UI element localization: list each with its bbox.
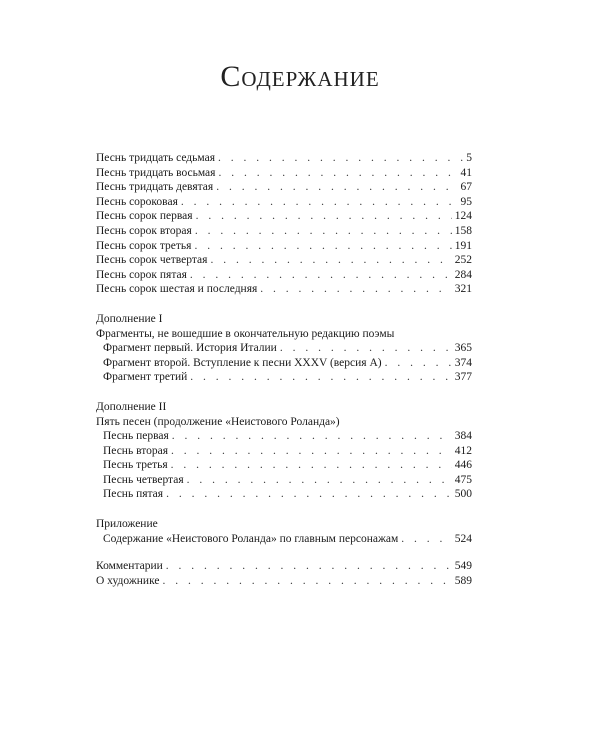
supplement-heading: Приложение (96, 518, 158, 531)
toc-entry-title: Комментарии (96, 560, 163, 573)
toc-entry (96, 239, 472, 254)
toc-entry-title: Песнь тридцать восьмая (96, 166, 216, 179)
toc-entry (96, 574, 472, 589)
dot-leader (187, 473, 452, 488)
toc-entry-title: Песнь сорок шестая и последняя (96, 283, 258, 296)
toc-entry (96, 253, 472, 268)
toc-entry-title: Содержание «Неистового Роланда» по главным персонажам (103, 532, 399, 545)
supplement-section (96, 517, 472, 546)
toc-entry-title: Песнь тридцать седьмая (96, 152, 215, 164)
dot-leader (166, 559, 452, 574)
toc-entry (96, 180, 472, 195)
toc-entry (96, 370, 472, 385)
toc-entry-page-number: 374 (454, 356, 472, 369)
toc-entry (96, 166, 472, 181)
toc-entry (96, 195, 472, 210)
dot-leader (280, 341, 452, 356)
dot-leader (195, 224, 452, 239)
dot-leader (218, 151, 463, 166)
toc-entry (96, 209, 472, 224)
toc-entry-page-number: 412 (454, 444, 472, 457)
dot-leader (218, 166, 457, 181)
dot-leader (166, 487, 452, 502)
toc-entry-page-number: 589 (454, 574, 472, 587)
toc-entry (96, 151, 472, 166)
appendix-2-section (96, 400, 472, 502)
toc-entry-title: Песнь сорок первая (96, 210, 193, 223)
toc-entry-title: Песнь сорок четвертая (96, 254, 208, 267)
toc-entry-title: Песнь пятая (103, 488, 164, 501)
toc-entry-page-number: 5 (466, 152, 472, 164)
main-entries-list (96, 151, 472, 297)
toc-entry-page-number: 475 (454, 473, 472, 486)
toc-entry (96, 341, 472, 356)
table-of-contents (96, 151, 472, 588)
dot-leader (401, 532, 451, 547)
toc-entry-title: Песнь сорок третья (96, 239, 192, 252)
toc-entry-page-number: 549 (454, 560, 472, 573)
toc-entry (96, 559, 472, 574)
dot-leader (181, 195, 458, 210)
toc-entry (96, 268, 472, 283)
dot-leader (260, 282, 451, 297)
toc-entry-title: Песнь сорок вторая (96, 224, 192, 237)
dot-leader (190, 268, 452, 283)
dot-leader (194, 239, 451, 254)
page-title: Содержание (220, 60, 380, 93)
toc-entry-page-number: 384 (454, 430, 472, 443)
toc-entry-title: О художнике (96, 574, 160, 587)
toc-entry-page-number: 284 (454, 268, 472, 281)
toc-entry (96, 356, 472, 371)
toc-entry (96, 532, 472, 547)
toc-entry (96, 224, 472, 239)
toc-entry-page-number: 500 (454, 488, 472, 501)
toc-entry (96, 458, 472, 473)
toc-entry-page-number: 41 (460, 166, 472, 179)
toc-entry-title: Фрагмент первый. История Италии (103, 342, 277, 355)
toc-entry-page-number: 446 (454, 459, 472, 472)
dot-leader (171, 458, 452, 473)
toc-entry-page-number: 524 (454, 532, 472, 545)
appendix-2-heading: Дополнение II (96, 400, 167, 413)
dot-leader (190, 370, 451, 385)
appendix-1-heading: Дополнение I (96, 312, 163, 325)
toc-entry-page-number: 365 (454, 342, 472, 355)
appendix-1-subheading: Фрагменты, не вошедшие в окончательную редакцию поэмы (96, 327, 395, 340)
appendix-2-entries (96, 429, 472, 502)
toc-entry (96, 429, 472, 444)
supplement-entries (96, 532, 472, 547)
dot-leader (210, 253, 451, 268)
toc-entry-title: Песнь четвертая (103, 473, 184, 486)
toc-entry-title: Песнь сороковая (96, 195, 178, 208)
dot-leader (385, 356, 452, 371)
toc-entry-page-number: 124 (454, 210, 472, 223)
toc-entry (96, 444, 472, 459)
toc-entry (96, 487, 472, 502)
toc-entry-title: Фрагмент второй. Вступление к песни XXXV (версия А) (103, 356, 382, 369)
toc-entry-page-number: 252 (454, 254, 472, 267)
toc-entry-title: Песнь первая (103, 430, 169, 443)
dot-leader (171, 444, 452, 459)
dot-leader (216, 180, 457, 195)
dot-leader (163, 574, 452, 589)
toc-entry-page-number: 158 (454, 224, 472, 237)
toc-entry-title: Песнь сорок пятая (96, 268, 187, 281)
toc-entry-title: Фрагмент третий (103, 371, 188, 384)
toc-entry-page-number: 377 (454, 371, 472, 384)
toc-entry-title: Песнь вторая (103, 444, 168, 457)
appendix-1-section (96, 312, 472, 385)
toc-entry-page-number: 321 (454, 283, 472, 296)
dot-leader (172, 429, 452, 444)
toc-entry-title: Песнь третья (103, 459, 168, 472)
toc-entry-title: Песнь тридцать девятая (96, 181, 214, 194)
dot-leader (196, 209, 452, 224)
toc-entry-page-number: 95 (460, 195, 472, 208)
appendix-2-subheading: Пять песен (продолжение «Неистового Роланда») (96, 415, 340, 428)
toc-entry-page-number: 191 (454, 239, 472, 252)
toc-entry (96, 282, 472, 297)
toc-entry (96, 473, 472, 488)
appendix-1-entries (96, 341, 472, 385)
end-entries-list (96, 559, 472, 588)
toc-entry-page-number: 67 (460, 181, 472, 194)
